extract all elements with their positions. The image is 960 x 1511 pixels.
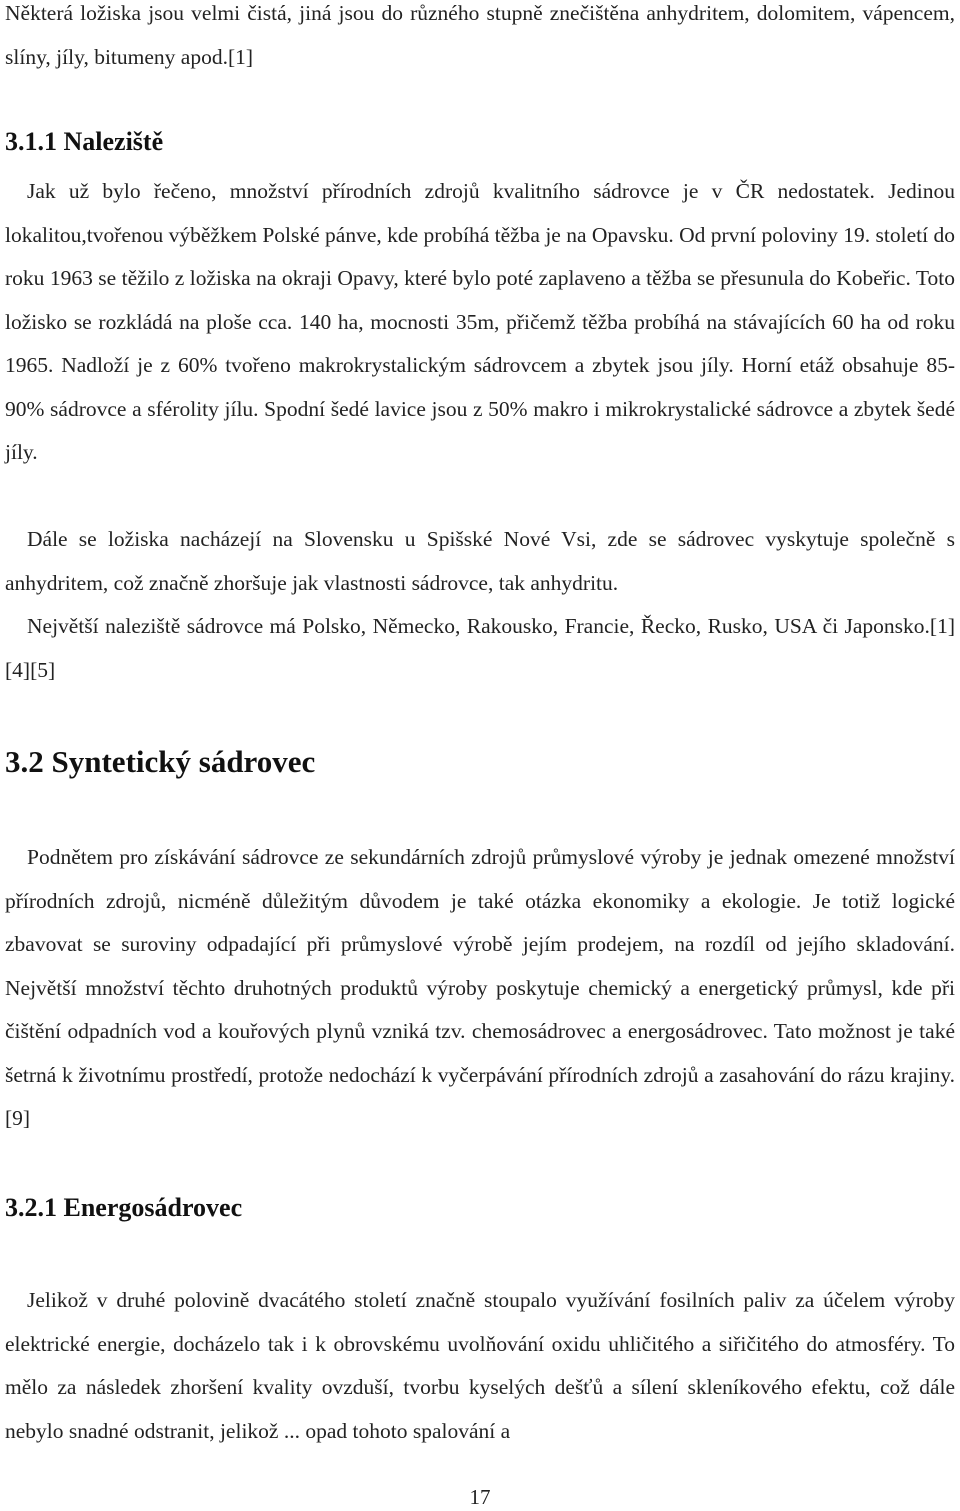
intro-paragraph: Některá ložiska jsou velmi čistá, jiná jsou do různého stupně znečištěna anhydritem, dolomitem, vápencem, slíny, jíly, bitumeny apod.[1] (5, 1, 955, 69)
section-heading-3-2-1: 3.2.1 Energosádrovec (5, 1193, 243, 1222)
page-number: 17 (469, 1485, 491, 1509)
section-3-2-paragraph-1: Podnětem pro získávání sádrovce ze sekundárních zdrojů průmyslové výroby je jednak omezené množství přírodních zdrojů, nicméně důležitým důvodem je také otázka ekonomiky a ekologie. Je totiž logické zbavovat se suroviny odpadající při průmyslové výrobě jejím prodejem, na rozdíl od jejího skladování. Největší množství těchto druhotných produktů výroby poskytuje chemický a energetický průmysl, kde při čištění odpadních vod a kouřových plynů vzniká tzv. chemosádrovec a energosádrovec. Tato možnost je také šetrná k životnímu prostředí, protože nedochází k vyčerpávání přírodních zdrojů a zasahování do rázu krajiny.[9] (5, 845, 955, 1130)
section-3-2-1-paragraph-1: Jelikož v druhé polovině dvacátého století značně stoupalo využívání fosilních paliv za účelem výroby elektrické energie, docházelo tak i k obrovskému uvolňování oxidu uhličitého a siřičitého do atmosféry. To mělo za následek zhoršení kvality ovzduší, tvorbu kyselých dešťů a sílení skleníkového efektu, což dále nebylo snadné odstranit, jelikož ... opad tohoto spalování a (5, 1288, 955, 1443)
section-heading-3-2: 3.2 Syntetický sádrovec (5, 744, 316, 779)
section-3-1-1-paragraph-2: Dále se ložiska nacházejí na Slovensku u Spišské Nové Vsi, zde se sádrovec vyskytuje společně s anhydritem, což značně zhoršuje jak vlastnosti sádrovce, tak anhydritu. (5, 527, 955, 595)
section-3-1-1-paragraph-3: Největší naleziště sádrovce má Polsko, Německo, Rakousko, Francie, Řecko, Rusko, USA či Japonsko.[1][4][5] (5, 614, 955, 682)
section-3-1-1-paragraph-1: Jak už bylo řečeno, množství přírodních zdrojů kvalitního sádrovce je v ČR nedostatek. Jedinou lokalitou,tvořenou výběžkem Polské pánve, kde probíhá těžba je na Opavsku. Od první poloviny 19. století do roku 1963 se těžilo z ložiska na okraji Opavy, které bylo poté zaplaveno a těžba se přesunula do Kobeřic. Toto ložisko se rozkládá na ploše cca. 140 ha, mocnosti 35m, přičemž těžba probíhá na stávajících 60 ha od roku 1965. Nadloží je z 60% tvořeno makrokrystalickým sádrovcem a zbytek jsou jíly. Horní etáž obsahuje 85-90% sádrovce a sférolity jílu. Spodní šedé lavice jsou z 50% makro i mikrokrystalické sádrovce a zbytek šedé jíly. (5, 179, 955, 464)
section-heading-3-1-1: 3.1.1 Naleziště (5, 127, 164, 156)
